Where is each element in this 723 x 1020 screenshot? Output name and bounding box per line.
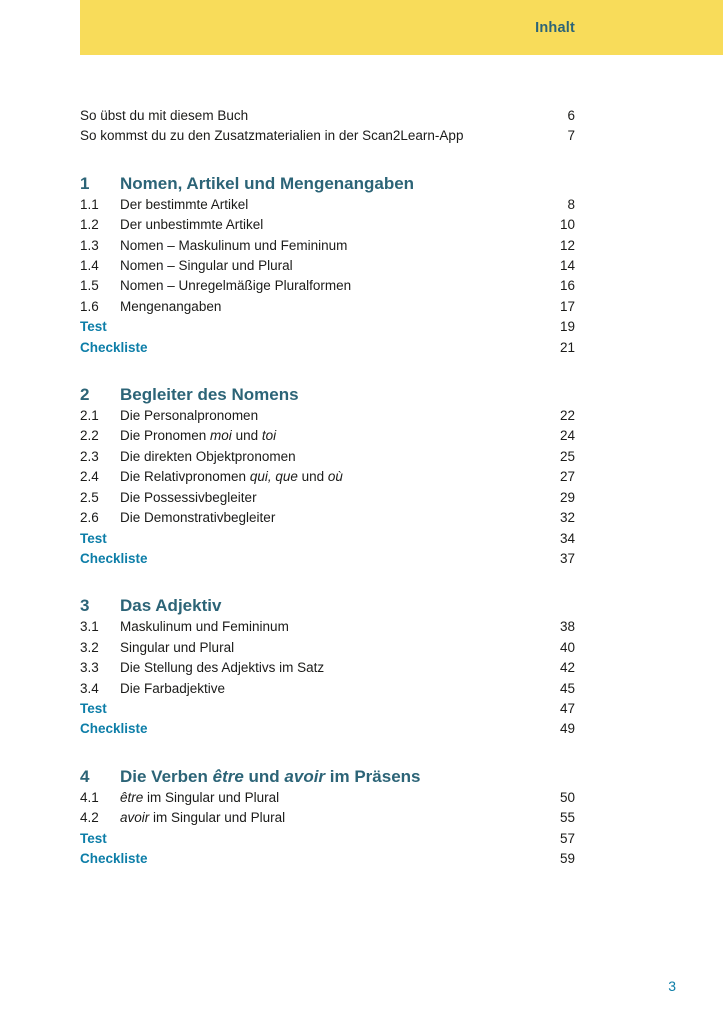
toc-entry-row [80,195,575,215]
section-number: 3 [80,596,90,616]
toc-entry-row [80,638,575,658]
toc-intro-row [80,126,575,146]
toc-entry-number: 1.4 [80,258,99,274]
label-text: Nomen, Artikel und Mengenangaben [120,173,415,193]
toc-entry-label [120,406,560,426]
section-heading [80,766,575,788]
toc-entry-label [120,297,560,317]
toc-entry-row [80,215,575,235]
italic-term: avoir [284,766,326,786]
label-text: und [297,469,328,485]
toc-entry-label [120,638,560,658]
toc-entry-row [80,236,575,256]
label-text: Die Relativpronomen [120,469,250,485]
toc-extra-row [80,829,575,849]
toc-entry-row [80,426,575,446]
toc-entry-row [80,788,575,808]
label-text: im Singular und Plural [149,810,286,826]
toc-entry-page: 45 [559,680,575,696]
toc-entry-page: 24 [559,428,575,444]
toc-entry-page: 6 [567,108,575,123]
toc-entry-number: 2.4 [80,469,99,485]
toc-entry-page: 40 [559,639,575,655]
toc-entry-number: 1.3 [80,237,99,253]
toc-entry-number: 3.2 [80,639,99,655]
toc-entry-row [80,488,575,508]
toc-entry-page: 57 [559,830,575,846]
label-text: Die Personalpronomen [120,408,259,424]
label-text: Singular und Plural [120,639,235,655]
toc-entry-row [80,658,575,678]
italic-term: moi [210,428,232,444]
toc-entry-page: 25 [559,448,575,464]
toc-entry-label [120,256,560,276]
toc-extra-label: Checkliste [80,850,148,866]
toc-entry-label [80,126,567,146]
toc-entry-number: 1.1 [80,196,99,212]
toc-extra-row [80,317,575,337]
toc-entry-row [80,508,575,528]
toc-entry-row [80,276,575,296]
toc-entry-page: 49 [559,721,575,737]
toc-entry-label [120,788,560,808]
toc-entry-page: 17 [559,298,575,314]
toc-entry-page: 22 [559,408,575,424]
label-text: Nomen – Unregelmäßige Pluralformen [120,278,352,294]
toc-entry-page: 55 [559,810,575,826]
label-text: Mengenangaben [120,298,222,314]
toc-entry-page: 50 [559,789,575,805]
toc-entry-label [120,679,560,699]
label-text: Der unbestimmte Artikel [120,217,264,233]
toc-entry-row [80,447,575,467]
toc-entry-number: 3.3 [80,660,99,676]
toc-entry-label [120,236,560,256]
label-text: Das Adjektiv [120,596,222,616]
toc-section [80,173,575,358]
italic-term: avoir [120,810,150,826]
toc-entry-number: 2.3 [80,448,99,464]
label-text: Begleiter des Nomens [120,385,299,405]
label-text: im Präsens [325,766,421,786]
toc-entry-row [80,467,575,487]
toc-extra-label: Checkliste [80,339,148,355]
toc-extra-row [80,549,575,569]
toc-extra-row [80,719,575,739]
label-text: Die Stellung des Adjektivs im Satz [120,660,325,676]
toc-entry-page: 29 [559,489,575,505]
italic-term: qui, que [249,469,298,485]
toc-entry-label [120,215,560,235]
toc-entry-page: 47 [559,700,575,716]
italic-term: être [212,766,244,786]
italic-term: être [120,789,144,805]
toc-entry-number: 3.1 [80,619,99,635]
label-text: Die direkten Objektpronomen [120,448,296,464]
toc-entry-number: 3.4 [80,680,99,696]
toc-section [80,384,575,569]
toc-entry-label [120,426,560,446]
toc-extra-label: Checkliste [80,721,148,737]
toc-entry-label [120,195,567,215]
toc-entry-row [80,808,575,828]
toc-entry-label [120,467,560,487]
toc-entry-page: 19 [559,319,575,335]
toc-entry-page: 42 [559,660,575,676]
section-heading [80,173,575,195]
toc-entry-page: 34 [559,530,575,546]
toc-entry-number: 1.2 [80,217,99,233]
toc-entry-page: 12 [559,237,575,253]
toc-entry-row [80,679,575,699]
toc-entry-number: 2.1 [80,408,99,424]
toc-entry-label [120,808,560,828]
toc-entry-label [120,276,560,296]
toc-entry-page: 32 [559,510,575,526]
label-text: Die Pronomen [120,428,211,444]
section-number: 1 [80,173,90,193]
label-text: Die Possessivbegleiter [120,489,257,505]
toc-entry-number: 2.2 [80,428,99,444]
section-title [120,595,575,617]
label-text: im Singular und Plural [143,789,280,805]
section-number: 2 [80,385,90,405]
toc-entry-page: 8 [567,196,575,212]
label-text: So übst du mit diesem Buch [80,108,249,123]
toc-entry-number: 2.5 [80,489,99,505]
toc-entry-row [80,406,575,426]
toc-extra-row [80,849,575,869]
label-text: Die Demonstrativbegleiter [120,510,276,526]
toc-entry-page: 7 [567,128,575,144]
toc-extra-row [80,529,575,549]
toc-entry-row [80,256,575,276]
toc-entry-label [80,106,567,126]
section-title [120,173,575,195]
toc-extra-label: Test [80,319,107,335]
toc-entry-label [120,617,560,637]
label-text: Maskulinum und Femininum [120,619,289,635]
toc-intro-row [80,106,575,126]
toc-extra-label: Test [80,530,107,546]
italic-term: toi [261,428,277,444]
page-title: Inhalt [535,19,575,36]
toc-entry-page: 27 [559,469,575,485]
toc-entry-page: 16 [559,278,575,294]
toc-entry-label [120,508,560,528]
toc-entry-page: 37 [559,550,575,566]
toc-entry-number: 1.6 [80,298,99,314]
toc-extra-label: Test [80,830,107,846]
toc-extra-label: Test [80,700,107,716]
toc-section [80,766,575,870]
section-heading [80,384,575,406]
toc-sections [80,173,575,870]
toc-section [80,595,575,739]
toc-entry-page: 10 [559,217,575,233]
toc-entry-number: 2.6 [80,510,99,526]
toc-extra-row [80,338,575,358]
italic-term: où [327,469,343,485]
label-text: und [231,428,262,444]
section-title [120,384,575,406]
toc-entry-label [120,658,560,678]
toc-extra-row [80,699,575,719]
toc-entry-row [80,297,575,317]
section-number: 4 [80,766,90,786]
label-text: Der bestimmte Artikel [120,196,249,212]
toc-entry-number: 1.5 [80,278,99,294]
toc-entry-page: 21 [559,339,575,355]
toc-intro-list [80,106,575,147]
page-number: 3 [668,978,676,994]
section-title [120,766,575,788]
section-heading [80,595,575,617]
toc-entry-label [120,488,560,508]
label-text: und [243,766,285,786]
toc-entry-page: 59 [559,850,575,866]
toc-entry-number: 4.1 [80,789,99,805]
toc-entry-page: 38 [559,619,575,635]
header-bar [80,0,723,55]
label-text: So kommst du zu den Zusatzmaterialien in der Scan2Learn-App [80,128,464,144]
toc-entry-label [120,447,560,467]
label-text: Die Verben [120,766,213,786]
label-text: Nomen – Maskulinum und Femininum [120,237,348,253]
toc-extra-label: Checkliste [80,550,148,566]
label-text: Die Farbadjektive [120,680,226,696]
label-text: Nomen – Singular und Plural [120,258,293,274]
toc-entry-row [80,617,575,637]
toc-content [80,106,575,869]
toc-entry-page: 14 [559,258,575,274]
toc-entry-number: 4.2 [80,810,99,826]
